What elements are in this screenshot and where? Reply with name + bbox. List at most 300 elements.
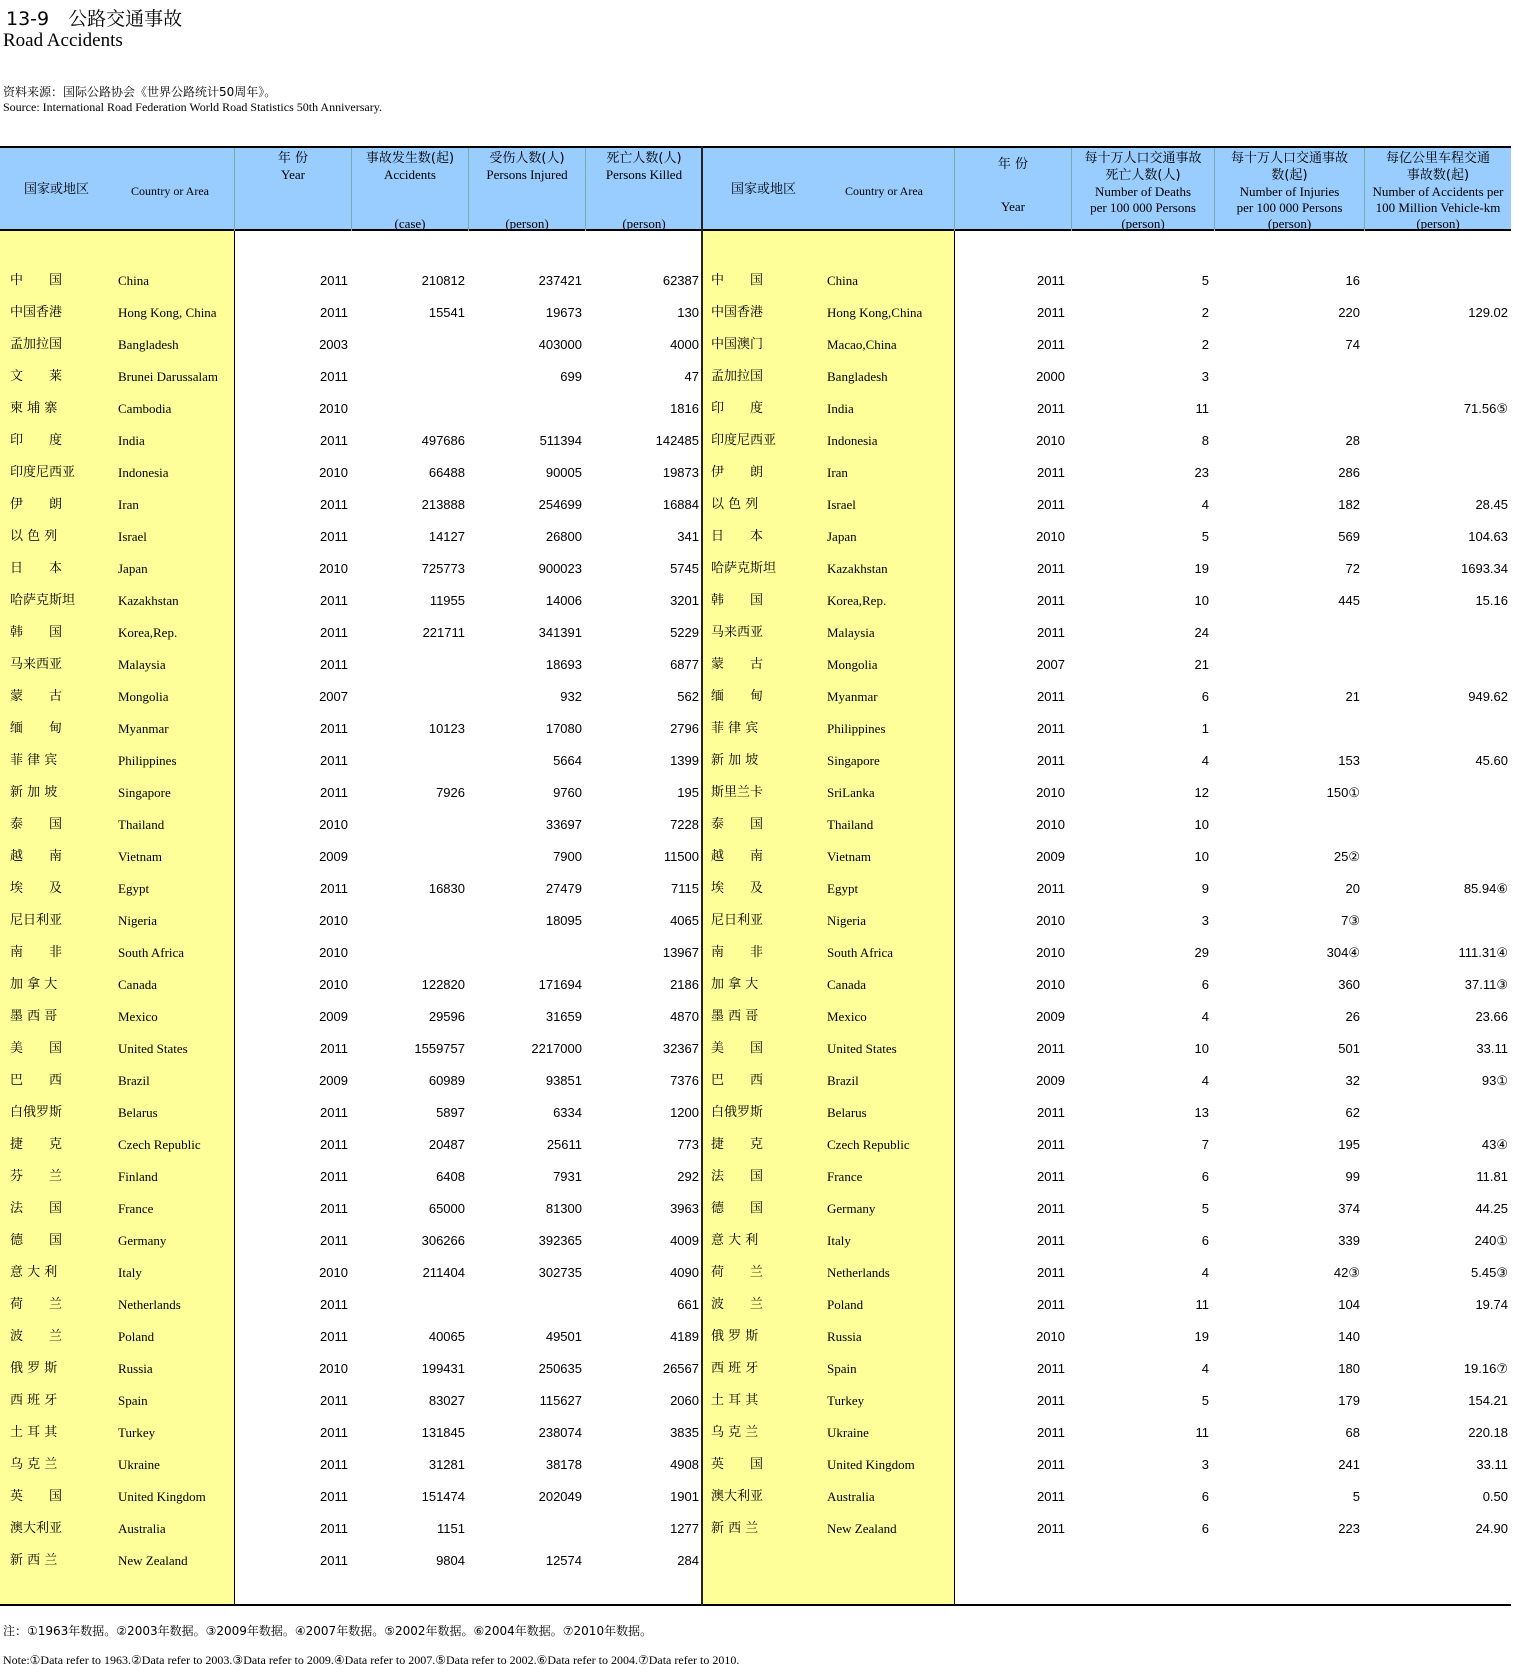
year-cell: 2011 [1037, 593, 1065, 608]
header-country-en: Country or Area [131, 184, 209, 198]
country-en-cell: Germany [827, 1201, 876, 1216]
deaths-rate-cell: 7 [1201, 1137, 1209, 1152]
header-accidents-rate [1364, 148, 1511, 231]
year-cell: 2011 [320, 1329, 348, 1344]
year-cell: 2010 [319, 913, 348, 928]
country-cn-cell: 哈萨克斯坦 [711, 561, 777, 576]
year-cell: 2011 [1037, 689, 1065, 704]
killed-cell: 1816 [670, 401, 699, 416]
accidents-cell: 122820 [421, 977, 465, 992]
country-cn-cell: 英 国 [10, 1489, 63, 1504]
accidents-rate-cell: 85.94⑥ [1463, 881, 1508, 896]
year-cell: 2011 [1037, 1169, 1065, 1184]
year-cell: 2010 [319, 1361, 348, 1376]
country-en-cell: Finland [118, 1169, 158, 1184]
country-cn-cell: 韩 国 [10, 625, 63, 640]
injuries-rate-cell: 5 [1352, 1489, 1360, 1504]
accidents-cell: 66488 [428, 465, 465, 480]
year-cell: 2011 [320, 593, 348, 608]
country-en-cell: New Zealand [827, 1521, 897, 1536]
injured-cell: 932 [560, 689, 582, 704]
injured-cell: 33697 [545, 817, 582, 832]
country-en-cell: Korea,Rep. [827, 593, 887, 608]
country-cn-cell: 波 兰 [711, 1297, 764, 1312]
injured-cell: 25611 [546, 1137, 582, 1152]
year-cell: 2011 [1037, 1105, 1065, 1120]
injuries-rate-cell: 104 [1338, 1297, 1360, 1312]
accidents-rate-cell: 5.45③ [1471, 1265, 1508, 1280]
year-cell: 2011 [1037, 1521, 1065, 1536]
country-cn-cell: 柬 埔 寨 [10, 401, 58, 416]
country-cn-cell: 澳大利亚 [711, 1489, 764, 1504]
country-cn-cell: 缅 甸 [10, 721, 63, 736]
country-cn-cell: 荷 兰 [10, 1297, 63, 1312]
year-cell: 2011 [1037, 625, 1065, 640]
killed-cell: 2796 [670, 721, 699, 736]
year-cell: 2011 [320, 305, 348, 320]
header-deaths-rate-cn1: 每十万人口交通事故 [1084, 151, 1202, 166]
header-injuries-rate-unit: (person) [1267, 216, 1312, 231]
deaths-rate-cell: 6 [1201, 1233, 1209, 1248]
injuries-rate-cell: 339 [1338, 1233, 1360, 1248]
year-cell: 2010 [319, 977, 348, 992]
accidents-rate-cell: 240① [1474, 1233, 1508, 1248]
deaths-rate-cell: 1 [1201, 721, 1209, 736]
left-bottom-rule [0, 1604, 702, 1606]
country-en-cell: Nigeria [827, 913, 866, 928]
country-en-cell: Hong Kong, China [118, 305, 217, 320]
header-accidents-cn: 事故发生数(起) [365, 151, 455, 166]
injured-cell: 341391 [538, 625, 582, 640]
year-cell: 2011 [320, 721, 348, 736]
country-cn-cell: 伊 朗 [10, 497, 63, 512]
country-cn-cell: 加 拿 大 [10, 977, 58, 992]
header-country-r [703, 148, 954, 231]
country-en-cell: Philippines [118, 753, 177, 768]
country-cn-cell: 马来西亚 [711, 625, 764, 640]
country-en-cell: Brunei Darussalam [118, 369, 219, 384]
country-cn-cell: 菲 律 宾 [10, 753, 58, 768]
country-en-cell: Egypt [827, 881, 859, 896]
header-year-r-cn: 年 份 [997, 157, 1029, 172]
country-cn-cell: 巴 西 [711, 1073, 764, 1088]
year-cell: 2011 [320, 1553, 348, 1568]
injured-cell: 202049 [538, 1489, 582, 1504]
injured-cell: 5664 [553, 753, 582, 768]
year-cell: 2011 [320, 369, 348, 384]
header-injured-unit: (person) [505, 216, 549, 231]
killed-cell: 7228 [670, 817, 699, 832]
killed-cell: 26567 [662, 1361, 699, 1376]
header-country-cn: 国家或地区 [24, 182, 90, 197]
header-accidents [351, 148, 468, 231]
country-en-cell: China [118, 273, 150, 288]
year-cell: 2011 [1037, 273, 1065, 288]
year-cell: 2011 [1037, 465, 1065, 480]
injuries-rate-cell: 28 [1345, 433, 1360, 448]
year-cell: 2010 [319, 1265, 348, 1280]
country-cn-cell: 中 国 [10, 273, 63, 288]
country-cn-cell: 马来西亚 [10, 657, 63, 672]
year-cell: 2009 [1036, 849, 1065, 864]
year-cell: 2011 [1037, 497, 1065, 512]
country-en-cell: Singapore [827, 753, 880, 768]
year-cell: 2010 [319, 465, 348, 480]
header-year-r-en: Year [1001, 199, 1025, 214]
country-en-cell: India [827, 401, 854, 416]
accidents-cell: 131845 [421, 1425, 465, 1440]
year-cell: 2011 [320, 1041, 348, 1056]
accidents-rate-cell: 154.21 [1468, 1393, 1508, 1408]
killed-cell: 11500 [663, 849, 699, 864]
year-cell: 2009 [319, 1009, 348, 1024]
country-cn-cell: 泰 国 [711, 817, 764, 832]
deaths-rate-cell: 21 [1194, 657, 1209, 672]
country-en-cell: Italy [118, 1265, 142, 1280]
country-en-cell: Vietnam [827, 849, 871, 864]
killed-cell: 7115 [671, 881, 699, 896]
country-cn-cell: 日 本 [711, 529, 764, 544]
year-cell: 2011 [320, 273, 348, 288]
accidents-rate-cell: 1693.34 [1461, 561, 1508, 576]
accidents-rate-cell: 71.56⑤ [1463, 401, 1508, 416]
accidents-rate-cell: 43④ [1481, 1137, 1508, 1152]
accidents-cell: 9804 [436, 1553, 465, 1568]
accidents-rate-cell: 33.11 [1476, 1041, 1508, 1056]
accidents-cell: 7926 [436, 785, 465, 800]
injuries-rate-cell: 42③ [1333, 1265, 1360, 1280]
country-cn-cell: 新 西 兰 [711, 1521, 759, 1536]
deaths-rate-cell: 10 [1194, 1041, 1209, 1056]
year-cell: 2011 [320, 433, 348, 448]
country-cn-cell: 德 国 [711, 1201, 764, 1216]
header-accidents-rate-cn2: 事故数(起) [1406, 168, 1470, 183]
year-cell: 2011 [320, 1425, 348, 1440]
year-cell: 2011 [1037, 1489, 1065, 1504]
country-cn-cell: 白俄罗斯 [711, 1105, 764, 1120]
country-cn-cell: 尼日利亚 [10, 913, 63, 928]
header-country [0, 148, 234, 231]
killed-cell: 195 [677, 785, 699, 800]
accidents-cell: 31281 [428, 1457, 465, 1472]
deaths-rate-cell: 3 [1201, 913, 1209, 928]
country-cn-cell: 澳大利亚 [10, 1521, 63, 1536]
country-en-cell: Myanmar [118, 721, 169, 736]
header-year [234, 148, 351, 231]
deaths-rate-cell: 4 [1201, 497, 1209, 512]
accidents-rate-cell: 19.16⑦ [1463, 1361, 1508, 1376]
accidents-rate-cell: 45.60 [1475, 753, 1508, 768]
country-en-cell: Iran [118, 497, 139, 512]
source-cn: 资料来源：国际公路协会《世界公路统计50周年》。 [3, 85, 277, 99]
injured-cell: 238074 [538, 1425, 582, 1440]
country-en-cell: Thailand [118, 817, 165, 832]
accidents-rate-cell: 15.16 [1475, 593, 1508, 608]
country-en-cell: South Africa [118, 945, 185, 960]
header-year-r [954, 148, 1071, 231]
country-en-cell: China [827, 273, 859, 288]
killed-cell: 47 [684, 369, 699, 384]
country-cn-cell: 巴 西 [10, 1073, 63, 1088]
year-cell: 2011 [1037, 1297, 1065, 1312]
year-cell: 2011 [320, 1457, 348, 1472]
deaths-rate-cell: 12 [1194, 785, 1209, 800]
accidents-cell: 497686 [421, 433, 465, 448]
country-cn-cell: 乌 克 兰 [10, 1457, 58, 1472]
country-cn-cell: 孟加拉国 [10, 337, 63, 352]
country-en-cell: Canada [827, 977, 866, 992]
header-deaths-rate-en1: Number of Deaths [1094, 184, 1192, 199]
year-cell: 2011 [1037, 1457, 1065, 1472]
deaths-rate-cell: 8 [1201, 433, 1209, 448]
header-killed-unit: (person) [622, 216, 666, 231]
injured-cell: 2217000 [531, 1041, 582, 1056]
deaths-rate-cell: 4 [1201, 753, 1209, 768]
injuries-rate-cell: 150① [1326, 785, 1360, 800]
year-cell: 2009 [1036, 1073, 1065, 1088]
country-en-cell: Mexico [118, 1009, 158, 1024]
country-cn-cell: 南 非 [10, 945, 63, 960]
accidents-rate-cell: 23.66 [1475, 1009, 1508, 1024]
injuries-rate-cell: 62 [1345, 1105, 1360, 1120]
table-title-en: Road Accidents [3, 30, 123, 51]
country-cn-cell: 德 国 [10, 1233, 63, 1248]
accidents-cell: 10123 [428, 721, 465, 736]
deaths-rate-cell: 4 [1201, 1073, 1209, 1088]
year-cell: 2011 [320, 529, 348, 544]
country-cn-cell: 俄 罗 斯 [711, 1329, 759, 1344]
injured-cell: 18693 [545, 657, 582, 672]
killed-cell: 4870 [670, 1009, 699, 1024]
killed-cell: 62387 [662, 273, 699, 288]
year-cell: 2011 [320, 625, 348, 640]
country-en-cell: Poland [827, 1297, 864, 1312]
country-en-cell: SriLanka [827, 785, 875, 800]
killed-cell: 142485 [655, 433, 699, 448]
accidents-cell: 20487 [428, 1137, 465, 1152]
injuries-rate-cell: 569 [1338, 529, 1360, 544]
country-en-cell: Canada [118, 977, 157, 992]
header-killed-en: Persons Killed [605, 167, 683, 182]
deaths-rate-cell: 10 [1194, 593, 1209, 608]
deaths-rate-cell: 2 [1201, 305, 1209, 320]
injuries-rate-cell: 21 [1345, 689, 1360, 704]
year-cell: 2011 [1037, 1393, 1065, 1408]
accidents-cell: 1151 [437, 1521, 465, 1536]
injured-cell: 171694 [538, 977, 582, 992]
year-cell: 2010 [1036, 529, 1065, 544]
country-en-cell: Vietnam [118, 849, 162, 864]
country-cn-cell: 埃 及 [711, 881, 764, 896]
header-accidents-rate-cn1: 每亿公里车程交通 [1385, 151, 1490, 166]
country-cn-cell: 新 加 坡 [711, 753, 759, 768]
header-accidents-rate-en2: 100 Million Vehicle-km [1375, 200, 1501, 215]
year-cell: 2011 [1037, 1201, 1065, 1216]
year-cell: 2011 [1037, 561, 1065, 576]
injured-cell: 26800 [545, 529, 582, 544]
country-en-cell: United States [118, 1041, 188, 1056]
country-cn-cell: 中国澳门 [711, 337, 764, 352]
killed-cell: 5229 [670, 625, 699, 640]
country-en-cell: Bangladesh [827, 369, 888, 384]
year-cell: 2011 [320, 657, 348, 672]
accidents-cell: 14127 [428, 529, 465, 544]
right-table [703, 146, 1511, 1606]
year-cell: 2011 [1037, 305, 1065, 320]
deaths-rate-cell: 6 [1201, 977, 1209, 992]
accidents-rate-cell: 129.02 [1468, 305, 1508, 320]
country-cn-cell: 斯里兰卡 [711, 785, 764, 800]
right-bottom-rule [703, 1604, 1511, 1606]
country-en-cell: Brazil [827, 1073, 859, 1088]
header-injuries-rate [1214, 148, 1364, 231]
footnote-en: Note:①Data refer to 1963.②Data refer to 2003.③Data refer to 2009.④Data refer to 2007.⑤Data refer to 2002.⑥Data refer to 2004.⑦Data refer to 2010. [3, 1653, 740, 1667]
country-cn-cell: 土 耳 其 [10, 1425, 58, 1440]
injured-cell: 115627 [539, 1393, 582, 1408]
country-cn-cell: 新 西 兰 [10, 1553, 58, 1568]
country-cn-cell: 菲 律 宾 [711, 721, 759, 736]
deaths-rate-cell: 2 [1201, 337, 1209, 352]
injuries-rate-cell: 374 [1338, 1201, 1360, 1216]
country-en-cell: Mongolia [827, 657, 878, 672]
country-en-cell: Czech Republic [118, 1137, 201, 1152]
injuries-rate-cell: 68 [1345, 1425, 1360, 1440]
killed-cell: 562 [677, 689, 699, 704]
right-table-header [703, 146, 1511, 231]
country-en-cell: Brazil [118, 1073, 150, 1088]
year-cell: 2011 [320, 1105, 348, 1120]
country-en-cell: Russia [118, 1361, 153, 1376]
country-cn-cell: 日 本 [10, 561, 63, 576]
country-cn-cell: 芬 兰 [10, 1169, 63, 1184]
injured-cell: 6334 [553, 1105, 582, 1120]
accidents-cell: 5897 [436, 1105, 465, 1120]
deaths-rate-cell: 19 [1194, 561, 1209, 576]
year-cell: 2010 [1036, 1329, 1065, 1344]
header-country-r-en: Country or Area [845, 184, 923, 198]
country-cn-cell: 印度尼西亚 [10, 465, 76, 480]
country-en-cell: Singapore [118, 785, 171, 800]
country-en-cell: Iran [827, 465, 848, 480]
injuries-rate-cell: 99 [1345, 1169, 1360, 1184]
year-cell: 2011 [1037, 1137, 1065, 1152]
injured-cell: 12574 [545, 1553, 582, 1568]
injured-cell: 254699 [538, 497, 582, 512]
injured-cell: 90005 [545, 465, 582, 480]
year-cell: 2010 [1036, 977, 1065, 992]
country-cn-cell: 印度尼西亚 [711, 433, 777, 448]
country-cn-cell: 乌 克 兰 [711, 1425, 759, 1440]
accidents-cell: 15541 [428, 305, 465, 320]
country-cn-cell: 孟加拉国 [711, 369, 764, 384]
country-en-cell: Ukraine [118, 1457, 160, 1472]
country-en-cell: Belarus [827, 1105, 867, 1120]
country-en-cell: Netherlands [827, 1265, 890, 1280]
country-cn-cell: 缅 甸 [711, 689, 764, 704]
killed-cell: 6877 [670, 657, 699, 672]
killed-cell: 1277 [670, 1521, 699, 1536]
injuries-rate-cell: 241 [1338, 1457, 1360, 1472]
country-cn-cell: 美 国 [10, 1041, 63, 1056]
injured-cell: 900023 [538, 561, 582, 576]
country-en-cell: Spain [118, 1393, 148, 1408]
country-en-cell: Japan [118, 561, 148, 576]
country-cn-cell: 泰 国 [10, 817, 63, 832]
country-en-cell: Cambodia [118, 401, 172, 416]
country-cn-cell: 新 加 坡 [10, 785, 58, 800]
year-cell: 2011 [1037, 753, 1065, 768]
killed-cell: 773 [677, 1137, 699, 1152]
killed-cell: 4090 [670, 1265, 699, 1280]
country-cn-cell: 西 班 牙 [711, 1361, 759, 1376]
country-en-cell: Korea,Rep. [118, 625, 178, 640]
country-cn-cell: 越 南 [10, 849, 63, 864]
injuries-rate-cell: 286 [1338, 465, 1360, 480]
deaths-rate-cell: 11 [1195, 1425, 1209, 1440]
country-en-cell: Macao,China [827, 337, 897, 352]
table-number-title: 13-9 公路交通事故 [6, 8, 183, 30]
source-en: Source: International Road Federation World Road Statistics 50th Anniversary. [3, 100, 382, 114]
year-cell: 2010 [1036, 785, 1065, 800]
country-cn-cell: 加 拿 大 [711, 977, 759, 992]
year-cell: 2010 [1036, 817, 1065, 832]
injured-cell: 31659 [545, 1009, 582, 1024]
country-en-cell: South Africa [827, 945, 894, 960]
country-en-cell: United Kingdom [827, 1457, 915, 1472]
footnote-cn: 注：①1963年数据。②2003年数据。③2009年数据。④2007年数据。⑤2002年数据。⑥2004年数据。⑦2010年数据。 [3, 1624, 653, 1638]
country-cn-cell: 英 国 [711, 1457, 764, 1472]
killed-cell: 4065 [670, 913, 699, 928]
country-cn-cell: 越 南 [711, 849, 764, 864]
deaths-rate-cell: 5 [1201, 1393, 1209, 1408]
injured-cell: 93851 [545, 1073, 582, 1088]
deaths-rate-cell: 13 [1194, 1105, 1209, 1120]
country-cn-cell: 波 兰 [10, 1329, 63, 1344]
header-injured [468, 148, 585, 231]
killed-cell: 4009 [670, 1233, 699, 1248]
country-en-cell: Israel [827, 497, 856, 512]
country-en-cell: Russia [827, 1329, 862, 1344]
accidents-cell: 213888 [421, 497, 465, 512]
killed-cell: 292 [677, 1169, 699, 1184]
deaths-rate-cell: 6 [1201, 1169, 1209, 1184]
accidents-cell: 725773 [421, 561, 465, 576]
killed-cell: 16884 [662, 497, 699, 512]
accidents-rate-cell: 19.74 [1475, 1297, 1508, 1312]
injuries-rate-cell: 179 [1338, 1393, 1360, 1408]
deaths-rate-cell: 4 [1201, 1361, 1209, 1376]
header-injuries-rate-en1: Number of Injuries [1239, 184, 1340, 199]
country-en-cell: Belarus [118, 1105, 158, 1120]
country-en-cell: Hong Kong,China [827, 305, 923, 320]
injuries-rate-cell: 360 [1338, 977, 1360, 992]
deaths-rate-cell: 4 [1201, 1009, 1209, 1024]
year-cell: 2007 [319, 689, 348, 704]
country-cn-cell: 荷 兰 [711, 1265, 764, 1280]
injuries-rate-cell: 20 [1345, 881, 1360, 896]
injured-cell: 511394 [539, 433, 582, 448]
injured-cell: 18095 [545, 913, 582, 928]
header-deaths-rate [1071, 148, 1214, 231]
country-cn-cell: 以 色 列 [10, 529, 58, 544]
year-cell: 2011 [1037, 337, 1065, 352]
year-cell: 2010 [319, 945, 348, 960]
deaths-rate-cell: 11 [1195, 1297, 1209, 1312]
header-injuries-rate-en2: per 100 000 Persons [1236, 200, 1343, 215]
killed-cell: 19873 [662, 465, 699, 480]
deaths-rate-cell: 4 [1201, 1265, 1209, 1280]
country-cn-cell: 伊 朗 [711, 465, 764, 480]
